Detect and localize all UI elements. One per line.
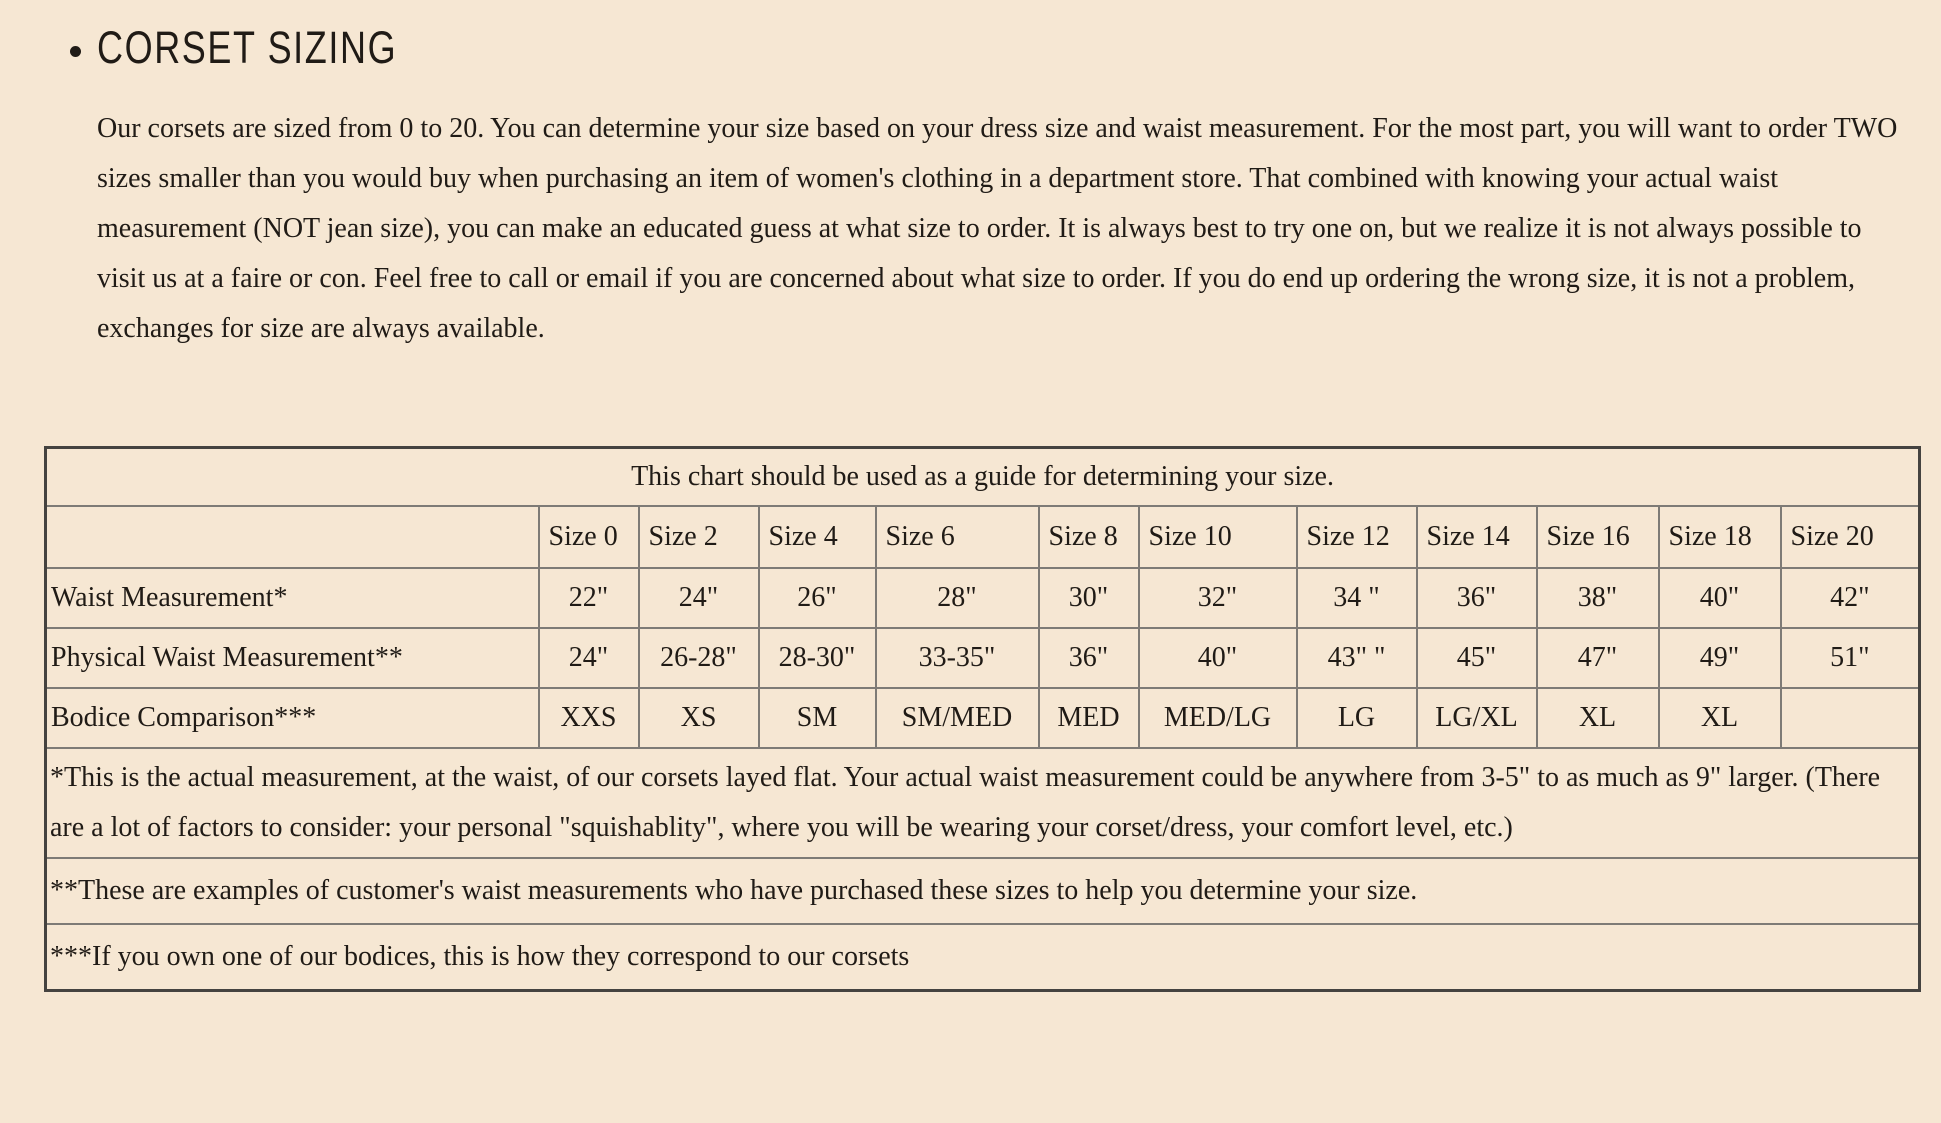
size-value-cell: 47" — [1537, 628, 1659, 688]
bullet-icon — [70, 46, 81, 57]
size-column-header: Size 12 — [1297, 506, 1417, 568]
size-value-cell: SM/MED — [876, 688, 1039, 748]
section-heading — [70, 22, 1941, 74]
size-value-cell: 51" — [1781, 628, 1920, 688]
table-row-0 — [46, 568, 1920, 628]
footnote-row-0 — [46, 748, 1920, 858]
sizing-table — [44, 446, 1921, 992]
size-value-cell: 43" " — [1297, 628, 1417, 688]
size-value-cell: 32" — [1139, 568, 1297, 628]
table-caption: This chart should be used as a guide for determining your size. — [46, 448, 1920, 507]
size-value-cell: 26" — [759, 568, 876, 628]
size-column-header: Size 20 — [1781, 506, 1920, 568]
size-column-header: Size 6 — [876, 506, 1039, 568]
size-value-cell: 36" — [1417, 568, 1537, 628]
size-column-header: Size 18 — [1659, 506, 1781, 568]
size-column-header: Size 8 — [1039, 506, 1139, 568]
size-value-cell: LG — [1297, 688, 1417, 748]
size-column-header: Size 14 — [1417, 506, 1537, 568]
table-footnote-3: ***If you own one of our bodices, this is how they correspond to our corsets — [46, 924, 1920, 991]
table-footnote-1: *This is the actual measurement, at the waist, of our corsets layed flat. Your actual waist measurement could be anywhere from 3-5" to as much as 9" larger. (There are a lot of factors to consider: your personal "squishablity", where you will be wearing your corset/dress, your comfort level, etc.) — [46, 748, 1920, 858]
size-value-cell: 22" — [539, 568, 639, 628]
row-label: Waist Measurement* — [46, 568, 539, 628]
size-value-cell: 30" — [1039, 568, 1139, 628]
size-value-cell: 42" — [1781, 568, 1920, 628]
size-column-header: Size 16 — [1537, 506, 1659, 568]
size-value-cell: XL — [1537, 688, 1659, 748]
footnote-row-2 — [46, 924, 1920, 991]
size-header-row — [46, 506, 1920, 568]
size-value-cell: 45" — [1417, 628, 1537, 688]
size-column-header: Size 10 — [1139, 506, 1297, 568]
size-value-cell: 28" — [876, 568, 1039, 628]
size-value-cell: 49" — [1659, 628, 1781, 688]
size-value-cell: MED — [1039, 688, 1139, 748]
table-footnote-2: **These are examples of customer's waist measurements who have purchased these sizes to help you determine your size. — [46, 858, 1920, 924]
size-column-header: Size 0 — [539, 506, 639, 568]
size-value-cell: XS — [639, 688, 759, 748]
size-value-cell: 33-35" — [876, 628, 1039, 688]
size-value-cell — [1781, 688, 1920, 748]
sizing-table-body — [46, 448, 1920, 991]
table-row-1 — [46, 628, 1920, 688]
size-value-cell: 28-30" — [759, 628, 876, 688]
page-title: CORSET SIZING — [97, 22, 398, 73]
footnote-row-1 — [46, 858, 1920, 924]
size-value-cell: XXS — [539, 688, 639, 748]
size-value-cell: SM — [759, 688, 876, 748]
size-value-cell: 24" — [639, 568, 759, 628]
size-value-cell: 36" — [1039, 628, 1139, 688]
size-column-header: Size 2 — [639, 506, 759, 568]
table-caption-row — [46, 448, 1920, 507]
table-row-2 — [46, 688, 1920, 748]
size-value-cell: XL — [1659, 688, 1781, 748]
row-label: Bodice Comparison*** — [46, 688, 539, 748]
page — [0, 22, 1941, 992]
size-value-cell: 40" — [1659, 568, 1781, 628]
row-label: Physical Waist Measurement** — [46, 628, 539, 688]
size-value-cell: 26-28" — [639, 628, 759, 688]
size-value-cell: 38" — [1537, 568, 1659, 628]
size-value-cell: 34 " — [1297, 568, 1417, 628]
size-value-cell: LG/XL — [1417, 688, 1537, 748]
size-column-header: Size 4 — [759, 506, 876, 568]
size-value-cell: 24" — [539, 628, 639, 688]
size-value-cell: MED/LG — [1139, 688, 1297, 748]
intro-paragraph: Our corsets are sized from 0 to 20. You can determine your size based on your dress size and waist measurement. For the most part, you will want to order TWO sizes smaller than you would buy when purchasing an item of women's clothing in a department store. That combined with knowing your actual waist measurement (NOT jean size), you can make an educated guess at what size to order. It is always best to try one on, but we realize it is not always possible to visit us at a faire or con. Feel free to call or email if you are concerned about what size to order. If you do end up ordering the wrong size, it is not a problem, exchanges for size are always available. — [97, 113, 1898, 344]
corner-cell — [46, 506, 539, 568]
size-value-cell: 40" — [1139, 628, 1297, 688]
